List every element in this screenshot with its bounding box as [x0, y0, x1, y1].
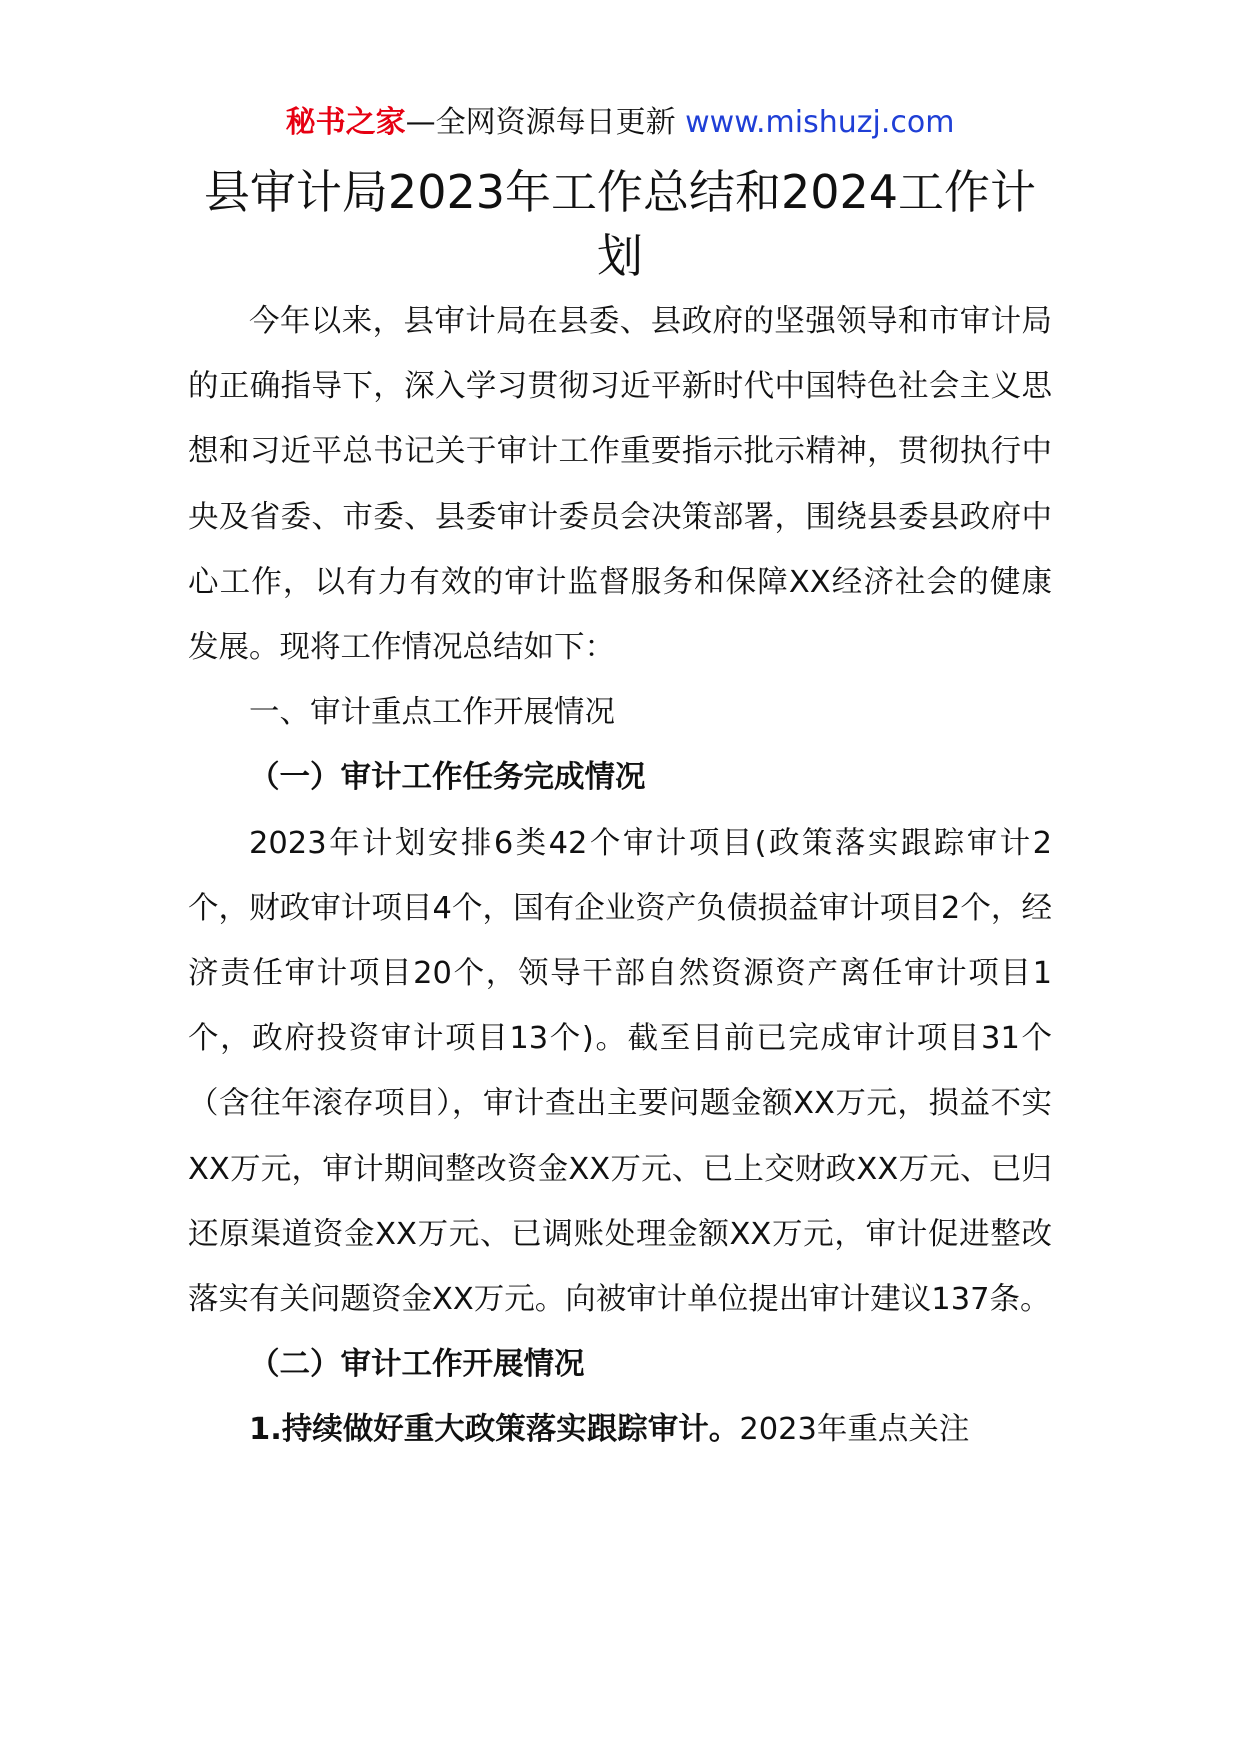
- site-link[interactable]: www.mishuzj.com: [685, 105, 955, 140]
- header-slogan: —全网资源每日更新: [405, 105, 676, 140]
- subsection-heading-1: （一）审计工作任务完成情况: [249, 760, 646, 796]
- subsection-heading-2: （二）审计工作开展情况: [249, 1347, 585, 1383]
- intro-paragraph: 今年以来，县审计局在县委、县政府的坚强领导和市审计局的正确指导下，深入学习贯彻习近平新时代中国特色社会主义思想和习近平总书记关于审计工作重要指示批示精神，贯彻执行中央及省委、市委、县委审计委员会决策部署，围绕县委县政府中心工作，以有力有效的审计监督服务和保障XX经济社会的健康发展。现将工作情况总结如下：: [188, 304, 1052, 666]
- item-body: 2023年重点关注: [739, 1412, 970, 1448]
- site-header: [0, 100, 1240, 146]
- document-body: [188, 289, 1052, 1463]
- brand-name: 秘书之家: [285, 105, 406, 140]
- subsection-paragraph-1: 2023年计划安排6类42个审计项目(政策落实跟踪审计2个，财政审计项目4个，国有企业资产负债损益审计项目2个，经济责任审计项目20个，领导干部自然资源资产离任审计项目1个，政府投资审计项目13个)。截至目前已完成审计项目31个（含往年滚存项目），审计查出主要问题金额XX万元，损益不实XX万元，审计期间整改资金XX万元、已上交财政XX万元、已归还原渠道资金XX万元、已调账处理金额XX万元，审计促进整改落实有关问题资金XX万元。向被审计单位提出审计建议137条。: [188, 825, 1052, 1318]
- document-title: 县审计局2023年工作总结和2024工作计划: [203, 165, 1037, 283]
- item-paragraph-1: [188, 1397, 1052, 1462]
- section-heading: 一、审计重点工作开展情况: [249, 695, 615, 731]
- item-lead: 1.持续做好重大政策落实跟踪审计。: [249, 1412, 740, 1448]
